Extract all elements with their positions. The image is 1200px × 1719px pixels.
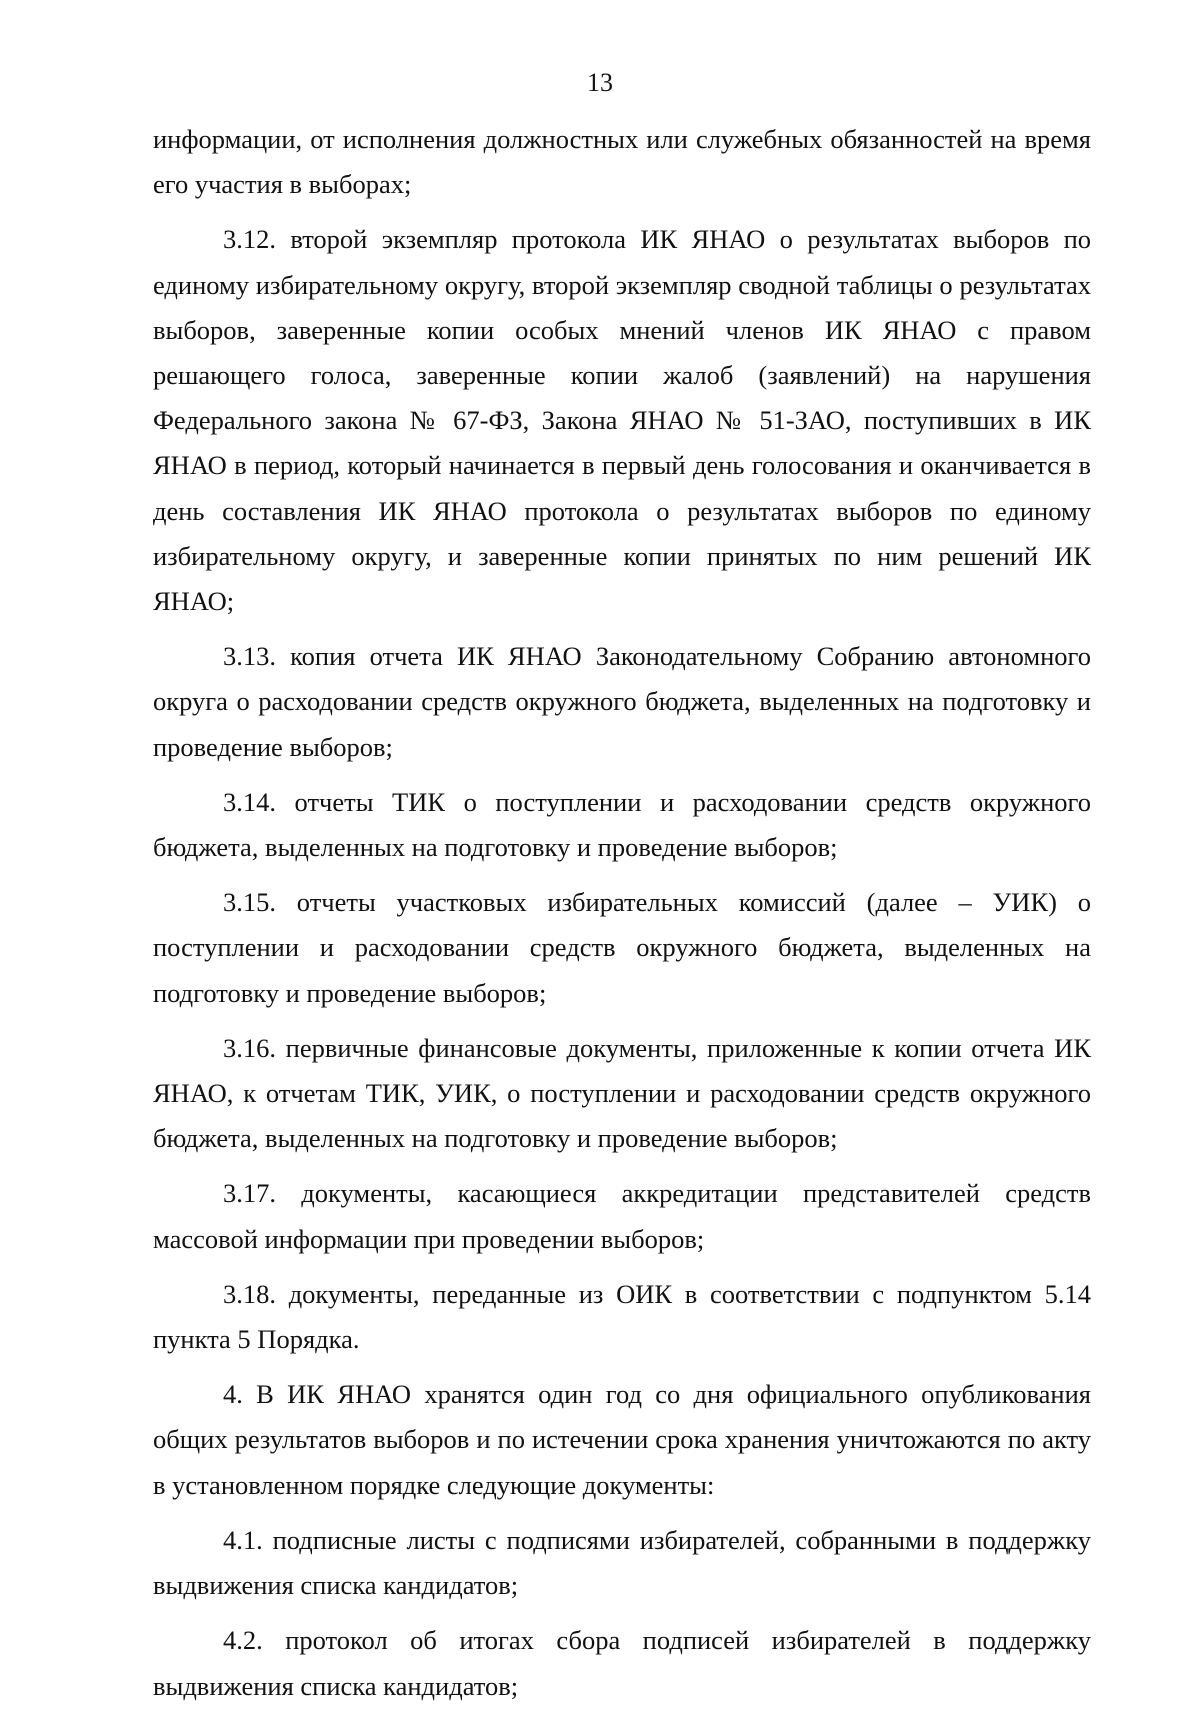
paragraph-3-15: 3.15. отчеты участковых избирательных комиссий (далее – УИК) о поступлении и расходовании средств окружного бюджета, выделенных на подготовку и проведение выборов; [153,887,1091,1008]
paragraph-4-2: 4.2. протокол об итогах сбора подписей избирателей в поддержку выдвижения списка кандидатов; [153,1625,1091,1701]
paragraph-3-18: 3.18. документы, переданные из ОИК в соответствии с подпунктом 5.14 пункта 5 Порядка. [153,1278,1091,1355]
paragraph-3-16: 3.16. первичные финансовые документы, приложенные к копии отчета ИК ЯНАО, к отчетам ТИК, УИК, о поступлении и расходовании средств окружного бюджета, выделенных на подготовку и проведение выборов; [153,1032,1091,1154]
page-number: 13 [587,68,613,97]
paragraph-3-17: 3.17. документы, касающиеся аккредитации представителей средств массовой информации при проведении выборов; [153,1178,1091,1254]
paragraph-3-14: 3.14. отчеты ТИК о поступлении и расходовании средств окружного бюджета, выделенных на подготовку и проведение выборов; [153,786,1091,863]
paragraph-continuation: информации, от исполнения должностных или служебных обязанностей на время его участия в выборах; [153,124,1091,200]
paragraph-4-1: 4.1. подписные листы с подписями избирателей, собранными в поддержку выдвижения списка кандидатов; [153,1524,1091,1601]
document-body [153,117,1091,1719]
paragraph-3-13: 3.13. копия отчета ИК ЯНАО Законодательному Собранию автономного округа о расходовании средств окружного бюджета, выделенных на подготовку и проведение выборов; [153,641,1091,762]
paragraph-4: 4. В ИК ЯНАО хранятся один год со дня официального опубликования общих результатов выборов и по истечении срока хранения уничтожаются по акту в установленном порядке следующие документы: [153,1379,1091,1500]
paragraph-3-12: 3.12. второй экземпляр протокола ИК ЯНАО о результатах выборов по единому избирательному округу, второй экземпляр сводной таблицы о результатах выборов, заверенные копии особых мнений членов ИК ЯНАО с правом решающего голоса, заверенные копии жалоб (заявлений) на нарушения Федерального закона № 67-ФЗ, Закона ЯНАО № 51-ЗАО, поступивших в ИК ЯНАО в период, который начинается в первый день голосования и оканчивается в день составления ИК ЯНАО протокола о результатах выборов по единому избирательному округу, и заверенные копии принятых по ним решений ИК ЯНАО; [153,224,1091,617]
